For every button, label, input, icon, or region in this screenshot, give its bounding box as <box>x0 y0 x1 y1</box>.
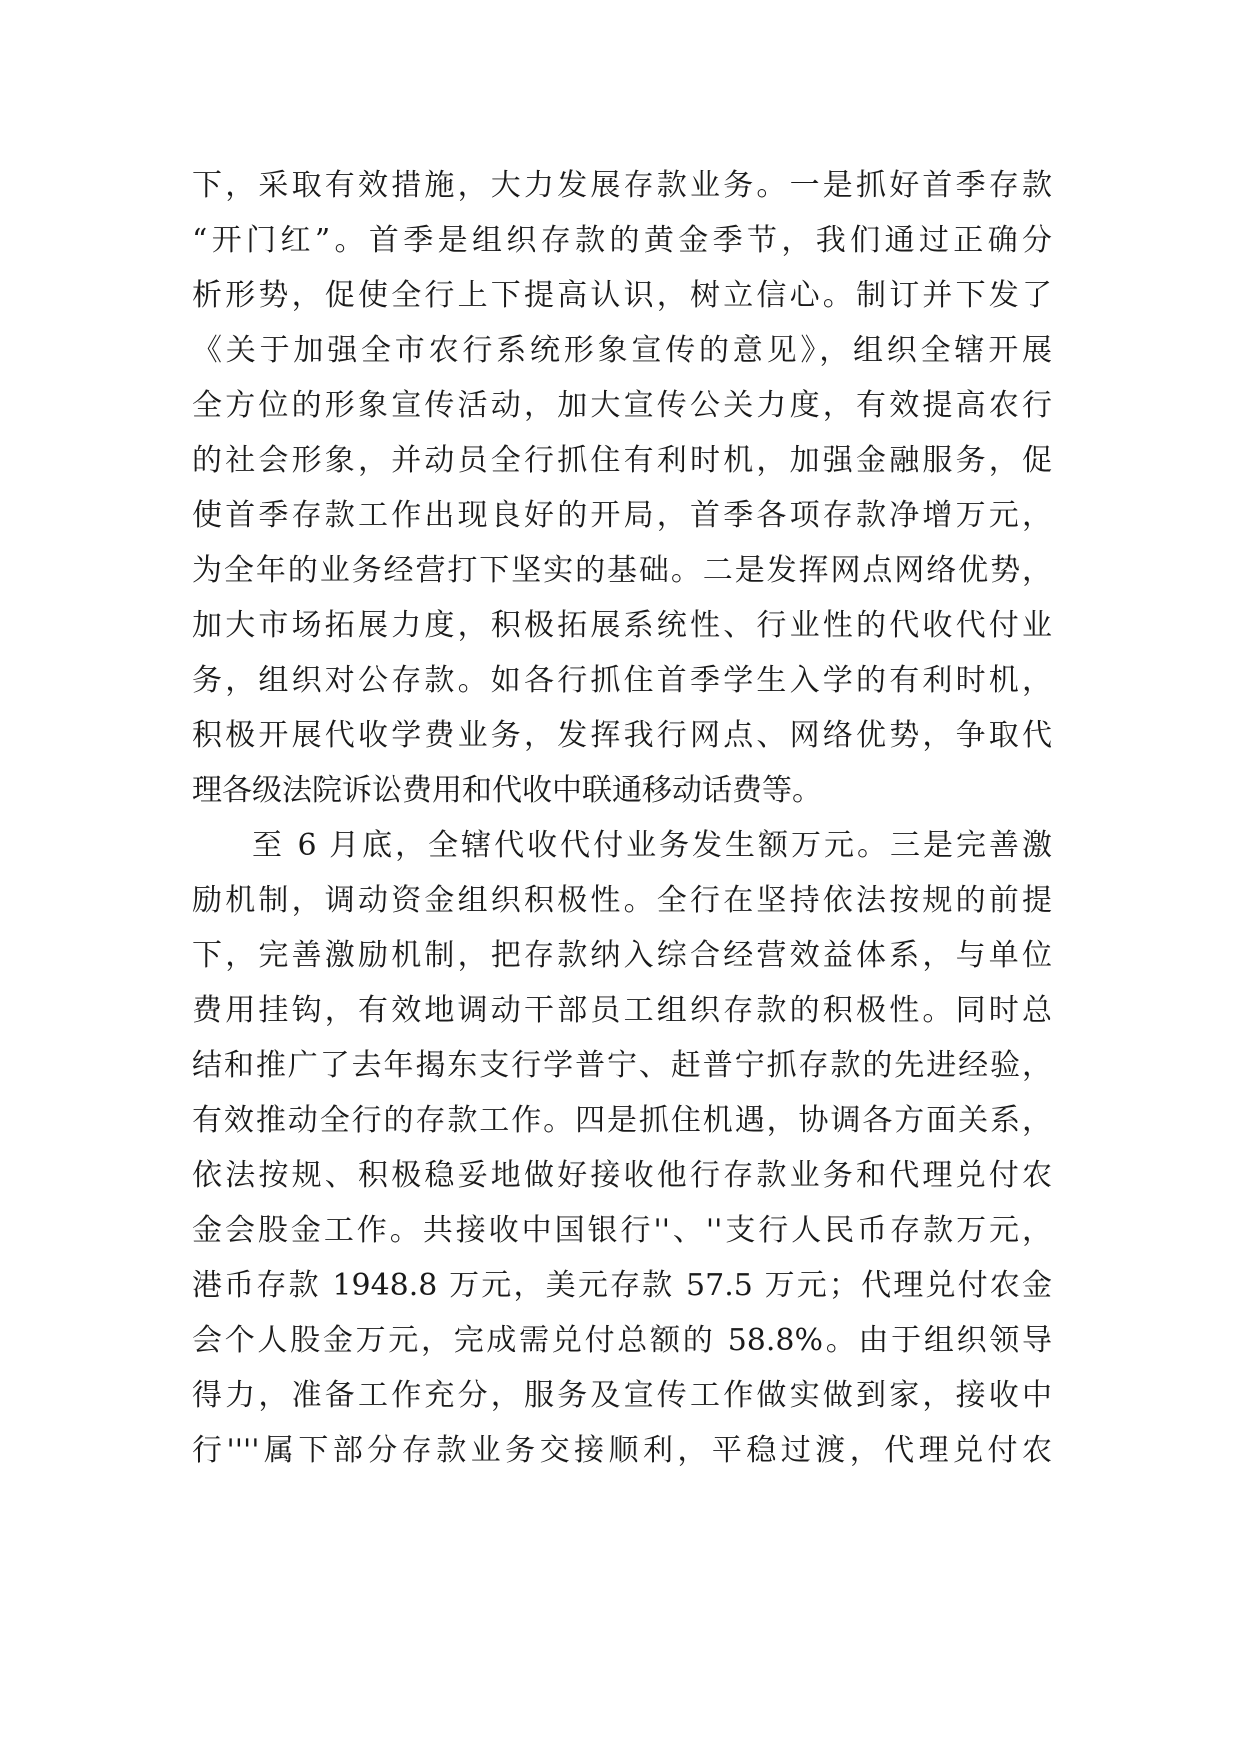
text-line: 至 6 月底，全辖代收代付业务发生额万元。三是完善激 <box>252 828 1052 863</box>
body-text <box>192 158 1052 1478</box>
text-line: 下，采取有效措施，大力发展存款业务。一是抓好首季存款 <box>192 168 1052 203</box>
text-line: 得力，准备工作充分，服务及宣传工作做实做到家，接收中 <box>192 1378 1052 1413</box>
text-line: “开门红”。首季是组织存款的黄金季节，我们通过正确分 <box>192 223 1052 258</box>
text-line: 结和推广了去年揭东支行学普宁、赶普宁抓存款的先进经验， <box>192 1048 1052 1083</box>
text-line: 理各级法院诉讼费用和代收中联通移动话费等。 <box>192 773 822 808</box>
text-line: 的社会形象，并动员全行抓住有利时机，加强金融服务，促 <box>192 443 1052 478</box>
text-line: 金会股金工作。共接收中国银行''、''支行人民币存款万元， <box>192 1213 1052 1248</box>
text-line: 《关于加强全市农行系统形象宣传的意见》，组织全辖开展 <box>192 333 1052 368</box>
text-line: 加大市场拓展力度，积极拓展系统性、行业性的代收代付业 <box>192 608 1052 643</box>
text-line: 务，组织对公存款。如各行抓住首季学生入学的有利时机， <box>192 663 1052 698</box>
text-line: 励机制，调动资金组织积极性。全行在坚持依法按规的前提 <box>192 883 1052 918</box>
text-line: 行''''属下部分存款业务交接顺利，平稳过渡，代理兑付农 <box>192 1433 1052 1468</box>
text-line: 析形势，促使全行上下提高认识，树立信心。制订并下发了 <box>192 278 1052 313</box>
text-line: 全方位的形象宣传活动，加大宣传公关力度，有效提高农行 <box>192 388 1052 423</box>
text-line: 会个人股金万元，完成需兑付总额的 58.8%。由于组织领导 <box>192 1323 1052 1358</box>
text-line: 有效推动全行的存款工作。四是抓住机遇，协调各方面关系， <box>192 1103 1052 1138</box>
text-line: 积极开展代收学费业务，发挥我行网点、网络优势，争取代 <box>192 718 1052 753</box>
text-line: 港币存款 1948.8 万元，美元存款 57.5 万元；代理兑付农金 <box>192 1268 1052 1303</box>
text-line: 使首季存款工作出现良好的开局，首季各项存款净增万元， <box>192 498 1052 533</box>
text-line: 费用挂钩，有效地调动干部员工组织存款的积极性。同时总 <box>192 993 1052 1028</box>
text-line: 依法按规、积极稳妥地做好接收他行存款业务和代理兑付农 <box>192 1158 1052 1193</box>
text-line: 为全年的业务经营打下坚实的基础。二是发挥网点网络优势， <box>192 553 1052 588</box>
text-line: 下，完善激励机制，把存款纳入综合经营效益体系，与单位 <box>192 938 1052 973</box>
